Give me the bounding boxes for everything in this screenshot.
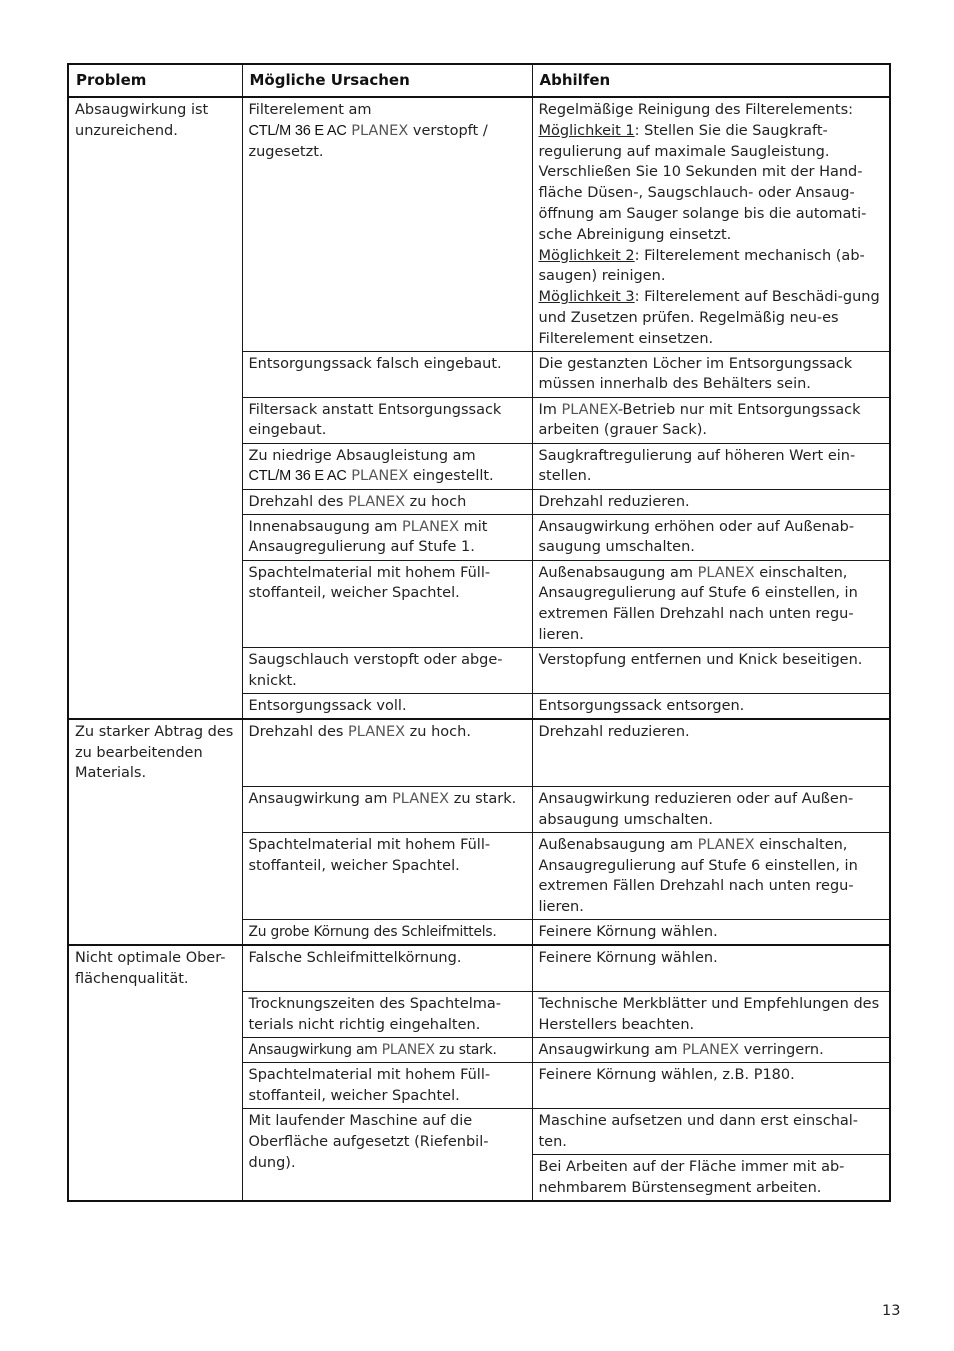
- remedy-cell: Im PLANEX-Betrieb nur mit Entsorgungssack arbeiten (grauer Sack).: [532, 397, 890, 443]
- planex-brand: PLANEX: [697, 836, 755, 853]
- remedy-cell: Außenabsaugung am PLANEX einschalten, Ansaugregulierung auf Stufe 6 einstellen, in extremen Fällen Drehzahl nach unten regu-lieren.: [532, 832, 890, 919]
- cause-cell: Drehzahl des PLANEX zu hoch: [242, 489, 532, 514]
- planex-brand: PLANEX: [697, 564, 755, 581]
- remedy-cell: Entsorgungssack entsorgen.: [532, 693, 890, 719]
- remedy-cell: Feinere Körnung wählen.: [532, 919, 890, 945]
- option-label: Möglichkeit 3: [538, 289, 635, 306]
- remedy-cell: Regelmäßige Reinigung des Filterelements: Möglichkeit 1: Stellen Sie die Saugkraft-regulierung auf maximale Saugleistung. Verschließen Sie 10 Sekunden mit der Hand-fläche Düsen-, Saugschlauch- oder Ansaug-öffnung am Sauger solange bis die automati-sche Abreinigung einsetzt. Möglichkeit 2: Filterelement mechanisch (ab-saugen) reinigen. Möglichkeit 3: Filterelement auf Beschädi-gung und Zusetzen prüfen. Regelmäßig neu-es Filterelement einsetzen.: [532, 97, 890, 351]
- remedy-cell: Technische Merkblätter und Empfehlungen des Herstellers beachten.: [532, 991, 890, 1037]
- planex-brand: PLANEX: [351, 122, 409, 139]
- option-label: Möglichkeit 1: [538, 122, 635, 139]
- cause-cell: Ansaugwirkung am PLANEX zu stark.: [242, 786, 532, 832]
- planex-brand: PLANEX: [381, 1041, 435, 1058]
- table-header-row: [68, 64, 890, 97]
- planex-brand: PLANEX: [402, 518, 460, 535]
- table-row: [68, 945, 890, 992]
- cause-cell: Zu grobe Körnung des Schleifmittels.: [242, 919, 532, 945]
- planex-brand: PLANEX: [682, 1041, 740, 1058]
- cause-cell: Spachtelmaterial mit hohem Füll-stoffanteil, weicher Spachtel.: [242, 560, 532, 647]
- page-number: 13: [882, 1303, 901, 1319]
- remedy-cell: Maschine aufsetzen und dann erst einschal-ten.: [532, 1108, 890, 1154]
- remedy-cell: Ansaugwirkung reduzieren oder auf Außen-absaugung umschalten.: [532, 786, 890, 832]
- cause-cell: Spachtelmaterial mit hohem Füll-stoffanteil, weicher Spachtel.: [242, 1062, 532, 1108]
- planex-brand: PLANEX: [348, 493, 406, 510]
- remedy-cell: Bei Arbeiten auf der Fläche immer mit ab-nehmbarem Bürstensegment arbeiten.: [532, 1154, 890, 1201]
- remedy-cell: Außenabsaugung am PLANEX einschalten, Ansaugregulierung auf Stufe 6 einstellen, in extremen Fällen Drehzahl nach unten regu-lieren.: [532, 560, 890, 647]
- remedy-cell: Ansaugwirkung am PLANEX verringern.: [532, 1037, 890, 1062]
- remedy-cell: Drehzahl reduzieren.: [532, 719, 890, 787]
- option-label: Möglichkeit 2: [538, 247, 635, 264]
- planex-brand: PLANEX: [561, 401, 618, 418]
- remedy-cell: Die gestanzten Löcher im Entsorgungssack müssen innerhalb des Behälters sein.: [532, 351, 890, 397]
- cause-cell: Trocknungszeiten des Spachtelma-terials nicht richtig eingehalten.: [242, 991, 532, 1037]
- cause-cell: Filterelement am CTL/M 36 E AC PLANEX verstopft / zugesetzt.: [242, 97, 532, 351]
- cause-cell: Falsche Schleifmittelkörnung.: [242, 945, 532, 992]
- cause-cell: Drehzahl des PLANEX zu hoch.: [242, 719, 532, 787]
- cause-cell: Ansaugwirkung am PLANEX zu stark.: [242, 1037, 532, 1062]
- cause-cell: Innenabsaugung am PLANEX mit Ansaugregulierung auf Stufe 1.: [242, 514, 532, 560]
- planex-brand: PLANEX: [351, 468, 409, 485]
- troubleshooting-table: [67, 63, 891, 1202]
- header-remedies: Abhilfen: [532, 64, 890, 97]
- planex-brand: PLANEX: [392, 790, 450, 807]
- header-problem: Problem: [68, 64, 242, 97]
- header-causes: Mögliche Ursachen: [242, 64, 532, 97]
- model-name: CTL/M 36 E AC: [248, 122, 347, 139]
- cause-cell: Mit laufender Maschine auf die Oberfläche aufgesetzt (Riefenbil-dung).: [242, 1108, 532, 1201]
- problem-cell: Zu starker Abtrag des zu bearbeitenden Materials.: [68, 719, 242, 945]
- remedy-cell: Verstopfung entfernen und Knick beseitigen.: [532, 647, 890, 693]
- cause-cell: Saugschlauch verstopft oder abge-knickt.: [242, 647, 532, 693]
- table-row: [68, 719, 890, 787]
- cause-cell: Zu niedrige Absaugleistung am CTL/M 36 E AC PLANEX eingestellt.: [242, 443, 532, 489]
- remedy-cell: Drehzahl reduzieren.: [532, 489, 890, 514]
- remedy-cell: Saugkraftregulierung auf höheren Wert ein-stellen.: [532, 443, 890, 489]
- remedy-cell: Ansaugwirkung erhöhen oder auf Außenab-saugung umschalten.: [532, 514, 890, 560]
- remedy-cell: Feinere Körnung wählen.: [532, 945, 890, 992]
- table-row: [68, 97, 890, 351]
- cause-cell: Spachtelmaterial mit hohem Füll-stoffanteil, weicher Spachtel.: [242, 832, 532, 919]
- cause-cell: Entsorgungssack falsch eingebaut.: [242, 351, 532, 397]
- model-name: CTL/M 36 E AC: [248, 468, 347, 485]
- problem-cell: Nicht optimale Ober-flächenqualität.: [68, 945, 242, 1201]
- cause-cell: Filtersack anstatt Entsorgungssack eingebaut.: [242, 397, 532, 443]
- planex-brand: PLANEX: [348, 723, 406, 740]
- remedy-cell: Feinere Körnung wählen, z.B. P180.: [532, 1062, 890, 1108]
- problem-cell: Absaugwirkung ist unzureichend.: [68, 97, 242, 719]
- cause-cell: Entsorgungssack voll.: [242, 693, 532, 719]
